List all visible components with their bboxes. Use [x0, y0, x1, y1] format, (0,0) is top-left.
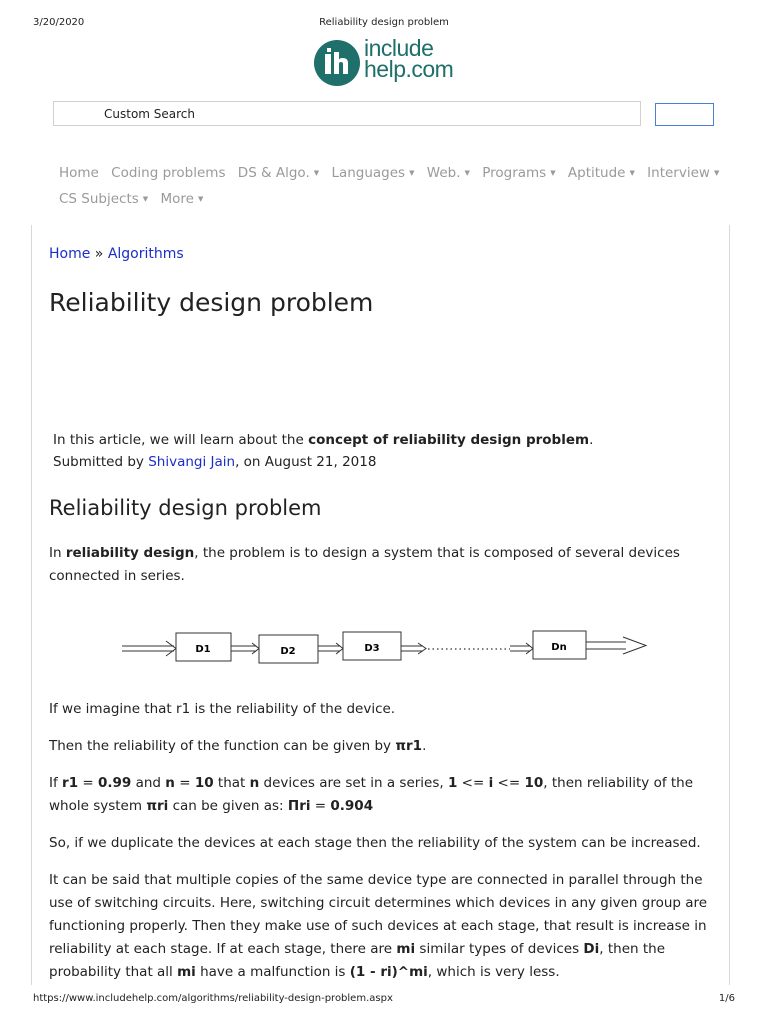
nav-item-interview[interactable]	[647, 160, 719, 186]
section-heading: Reliability design problem	[49, 496, 322, 520]
submitted-text: Submitted by	[53, 454, 149, 470]
p1-text: In	[49, 545, 66, 561]
p1-bold: reliability design	[65, 545, 195, 561]
p4-text: <=	[457, 775, 489, 791]
p4-bold: Πri	[287, 798, 311, 814]
breadcrumb-algorithms-link[interactable]: Algorithms	[107, 246, 184, 262]
nav-label: Web.	[426, 165, 461, 181]
p6-bold: Di	[583, 941, 600, 957]
caret-down-icon: ▼	[464, 169, 470, 177]
author-link[interactable]: Shivangi Jain	[148, 454, 236, 470]
p6-text: It can be said that multiple copies of the same device type are connected in parallel through the use of switching circuits. Here, switching circuit determines which devices in any given group are functioning properly. Then they make use of such devices at each stage, that result is increase in reliability at each stage. If at each stage, there are	[49, 872, 708, 957]
paragraph-4	[49, 772, 719, 818]
nav-item-cs-subjects[interactable]	[59, 186, 148, 212]
nav-label: CS Subjects	[59, 191, 139, 207]
article-intro	[53, 429, 593, 473]
nav-label: Coding problems	[111, 165, 226, 181]
nav-label: DS & Algo.	[237, 165, 310, 181]
p3-bold: πr1	[395, 738, 423, 754]
p4-bold: 10	[194, 775, 214, 791]
caret-down-icon: ▼	[550, 169, 556, 177]
caret-down-icon: ▼	[142, 195, 149, 203]
logo-line-1: include	[364, 35, 434, 61]
arrow-d2-d3	[318, 643, 343, 654]
p4-text: can be given as:	[168, 798, 288, 814]
search-box	[53, 101, 641, 126]
nav-label: Languages	[331, 165, 406, 181]
paragraph-1	[49, 542, 719, 588]
p4-bold: 0.99	[98, 775, 132, 791]
print-url: https://www.includehelp.com/algorithms/reliability-design-problem.aspx	[33, 993, 393, 1004]
paragraph-5: So, if we duplicate the devices at each stage then the reliability of the system can be increased.	[49, 835, 701, 851]
device-label-d3: D3	[364, 643, 380, 654]
dotted-continuation	[401, 643, 533, 654]
caret-down-icon: ▼	[713, 169, 720, 177]
p1-text-end: , the problem is to design a system that is composed of several devices connected in series.	[49, 545, 680, 584]
logo-text	[364, 35, 454, 82]
p3-text: Then the reliability of the function can be given by	[49, 738, 396, 754]
p4-text: =	[310, 798, 331, 814]
p4-bold: n	[165, 775, 175, 791]
p4-text: devices are set in a series,	[259, 775, 448, 791]
p6-text: have a malfunction is	[195, 964, 350, 980]
p4-bold: r1	[62, 775, 79, 791]
submitted-date: , on August 21, 2018	[235, 454, 377, 470]
nav-item-home[interactable]	[59, 160, 99, 186]
paragraph-3	[49, 735, 719, 758]
paragraph-6	[49, 869, 719, 984]
logo-line-2: help.com	[364, 56, 454, 82]
p4-bold: 1	[447, 775, 458, 791]
intro-bold: concept of reliability design problem	[308, 432, 590, 448]
p6-text: similar types of devices	[415, 941, 584, 957]
p4-text: <=	[493, 775, 525, 791]
caret-down-icon: ▼	[409, 169, 415, 177]
intro-line	[53, 429, 593, 451]
search-button[interactable]	[655, 103, 714, 126]
output-arrow	[586, 637, 646, 654]
nav-label: Programs	[482, 165, 547, 181]
caret-down-icon: ▼	[313, 169, 320, 177]
breadcrumb-home-link[interactable]: Home	[49, 246, 91, 262]
p4-text: and	[131, 775, 166, 791]
nav-label: Interview	[647, 165, 710, 181]
nav-item-more[interactable]	[160, 186, 203, 212]
nav-label: Home	[59, 165, 99, 181]
p3-text-end: .	[422, 738, 427, 754]
p4-text: If	[49, 775, 63, 791]
main-nav	[59, 160, 739, 212]
print-date: 3/20/2020	[33, 17, 85, 28]
p4-text: , then reliability of the whole system	[49, 775, 694, 814]
nav-label: More	[160, 191, 194, 207]
p6-text: , which is very less.	[427, 964, 560, 980]
series-devices-diagram	[118, 625, 653, 670]
caret-down-icon: ▼	[629, 169, 635, 177]
submitted-line	[53, 451, 593, 473]
nav-item-programs[interactable]	[482, 160, 555, 186]
p4-bold: 0.904	[330, 798, 374, 814]
breadcrumb-separator: »	[90, 246, 108, 262]
intro-text: In this article, we will learn about the	[53, 432, 309, 448]
page-title: Reliability design problem	[49, 288, 374, 317]
breadcrumb	[49, 246, 184, 262]
arrow-d1-d2	[231, 643, 259, 654]
device-label-d1: D1	[195, 644, 211, 655]
print-title: Reliability design problem	[319, 17, 449, 28]
caret-down-icon: ▼	[197, 195, 204, 203]
intro-text-end: .	[589, 432, 594, 448]
p4-text: =	[174, 775, 195, 791]
p6-text: , then the probability that all	[49, 941, 666, 980]
device-label-dn: Dn	[551, 642, 567, 653]
p4-bold: 10	[524, 775, 544, 791]
device-label-d2: D2	[280, 646, 296, 657]
p6-bold: (1 - ri)^mi	[349, 964, 428, 980]
nav-item-aptitude[interactable]	[568, 160, 635, 186]
nav-item-ds-algo[interactable]	[238, 160, 319, 186]
p4-text: =	[78, 775, 98, 791]
search-input[interactable]	[54, 102, 640, 125]
p4-text: that	[213, 775, 250, 791]
nav-item-coding-problems[interactable]	[111, 160, 225, 186]
p4-bold: n	[249, 775, 260, 791]
print-page-number: 1/6	[718, 993, 735, 1004]
site-logo[interactable]	[314, 35, 474, 88]
input-arrow	[122, 641, 176, 656]
p6-bold: mi	[177, 964, 196, 980]
p4-bold: πri	[146, 798, 169, 814]
nav-item-web[interactable]	[427, 160, 470, 186]
paragraph-2: If we imagine that r1 is the reliability of the device.	[49, 701, 396, 717]
p6-bold: mi	[396, 941, 416, 957]
p4-bold: i	[488, 775, 494, 791]
logo-icon	[314, 40, 360, 86]
nav-item-languages[interactable]	[331, 160, 414, 186]
nav-label: Aptitude	[567, 165, 626, 181]
